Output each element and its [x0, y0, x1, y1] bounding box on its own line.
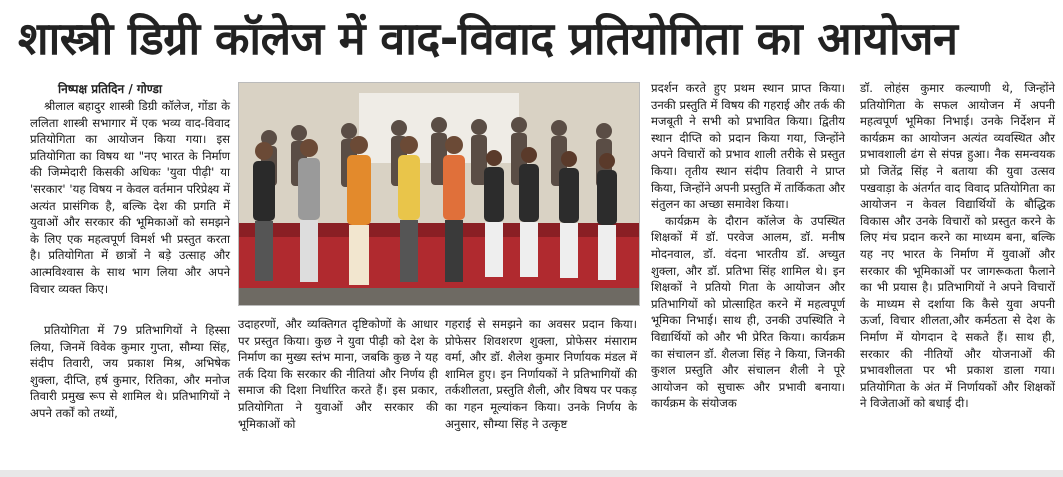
group-photo-illustration — [239, 83, 639, 305]
article-paragraph: कार्यक्रम के दौरान कॉलेज के उपस्थित शिक्षकों में डॉ. परवेज आलम, डॉ. मनीष मोदनवाल, डॉ. वंदना भारतीय डॉ. अच्युत शुक्ला, और डॉ. प्रतिभा सिंह शामिल थे। इन शिक्षकों ने प्रतियो गिता के आयोजन और प्रतिभागियों को प्रोत्साहित करने में महत्वपूर्ण भूमिका निभाई। साथ ही, उनकी उपस्थिति ने विद्यार्थियों को और भी प्रेरित किया। कार्यक्रम का संचालन डॉ. शैलजा सिंह ने किया, जिनकी कुशल प्रस्तुति और संचालन शैली ने पूरे आयोजन को सुचारू और प्रभावी बनाया। कार्यक्रम के संयोजक — [651, 213, 845, 411]
article-column-4 — [651, 80, 845, 412]
article-column-1 — [30, 98, 230, 297]
article-column-1-continued — [30, 322, 230, 422]
article-paragraph: प्रदर्शन करते हुए प्रथम स्थान प्राप्त किया। उनकी प्रस्तुति में विषय की गहराई और तर्क की मजबूती ने सभी को प्रभावित किया। द्वितीय स्थान दीप्ति को प्रदान किया गया, जिन्होंने अपने विचारों को प्रभाव शाली तरीके से प्रस्तुत किया। तृतीय स्थान संदीप तिवारी ने प्राप्त किया, जिन्होंने अपनी प्रस्तुति में तार्किकता और संतुलन का अच्छा समावेश किया। — [651, 81, 845, 212]
article-paragraph: प्रतियोगिता में 79 प्रतिभागियों ने हिस्सा लिया, जिनमें विवेक कुमार गुप्ता, सौम्या सिंह, संदीप तिवारी, जय प्रकाश मिश्र, अभिषेक शुक्ला, दीप्ति, हर्ष कुमार, रितिका, और मनोज तिवारी प्रमुख रूप से शामिल थे। प्रतिभागियों ने अपने तर्कों को तथ्यों, — [30, 323, 230, 420]
article-paragraph: गहराई से समझने का अवसर प्रदान किया। प्रोफेसर शिवशरण शुक्ला, प्रोफेसर मंसाराम वर्मा, और डॉ. शैलेश कुमार निर्णायक मंडल में शामिल हुए। इन निर्णायकों ने प्रतिभागियों की तर्कशीलता, प्रस्तुति शैली, और विषय पर पकड़ का गहन मूल्यांकन किया। उनके निर्णय के अनुसार, सौम्या सिंह ने उत्कृष्ट — [445, 317, 637, 431]
event-photo — [238, 82, 640, 306]
article-column-5 — [860, 80, 1055, 412]
photo-floor — [239, 288, 639, 305]
article-column-2 — [238, 316, 438, 432]
byline: निष्पक्ष प्रतिदिन / गोण्डा — [58, 82, 162, 96]
article-column-3 — [445, 316, 637, 432]
page-bottom-border — [0, 470, 1063, 477]
article-paragraph: डॉ. लोहंस कुमार कल्याणी थे, जिन्होंने प्रतियोगिता के सफल आयोजन में अपनी महत्वपूर्ण भूमिका निभाई। उनके निर्देशन में कार्यक्रम का आयोजन अत्यंत व्यवस्थित और प्रभावशाली ढंग से संपन्न हुआ। नैक समन्वयक प्रो जितेंद्र सिंह ने बताया की युवा उत्सव पखवाड़ा के अंतर्गत वाद विवाद प्रतियोगिता का आयोजन न केवल विद्यार्थियों के बौद्धिक विकास और उनके विचारों को प्रस्तुत करने के लिए मंच प्रदान करने का माध्यम बना, बल्कि यह नए भारत के निर्माण में युवाओं और सरकार की भूमिकाओं पर जागरूकता फैलाने का भी प्रयास है। प्रतिभागियों ने अपने विचारों के माध्यम से दर्शाया कि कैसे युवा अपनी ऊर्जा, विचार शीलता,और कर्मठता से देश के निर्माण में योगदान दे सकते हैं। साथ ही, सरकार की नीतियों और योजनाओं की प्रभावशीलता पर भी प्रकाश डाला गया। प्रतियोगिता के अंत में निर्णायकों और शिक्षकों ने विजेताओं को बधाई दी। — [860, 81, 1055, 411]
article-paragraph: श्रीलाल बहादुर शास्त्री डिग्री कॉलेज, गोंडा के ललिता शास्त्री सभागार में एक भव्य वाद-विवाद प्रतियोगिता का आयोजन किया गया। इस प्रतियोगिता का विषय था "नए भारत के निर्माण की जिम्मेदारी किसकी अधिकः 'युवा पीढ़ी' या 'सरकार' 'यह विषय न केवल वर्तमान परिप्रेक्ष्य में अत्यंत प्रासंगिक है, बल्कि देश की प्रगति में युवाओं और सरकार की भूमिकाओं को समझने के लिए एक महत्वपूर्ण विमर्श भी प्रस्तुत करता है। प्रतियोगिता में छात्रों ने बड़े उत्साह और आत्मविश्वास के साथ भाग लिया और अपने विचार व्यक्त किए। — [30, 99, 230, 296]
headline: शास्त्री डिग्री कॉलेज में वाद-विवाद प्रतियोगिता का आयोजन — [18, 12, 958, 65]
photo-stage-edge — [239, 223, 639, 237]
article-paragraph: उदाहरणों, और व्यक्तिगत दृष्टिकोणों के आधार पर प्रस्तुत किया। कुछ ने युवा पीढ़ी को देश के निर्माण का मुख्य स्तंभ माना, जबकि कुछ ने यह तर्क दिया कि सरकार की नीतियां और निर्णय ही समाज की दिशा निर्धारित करते हैं। इस प्रकार, प्रतियोगिता ने युवाओं और सरकार की भूमिकाओं को — [238, 317, 438, 431]
